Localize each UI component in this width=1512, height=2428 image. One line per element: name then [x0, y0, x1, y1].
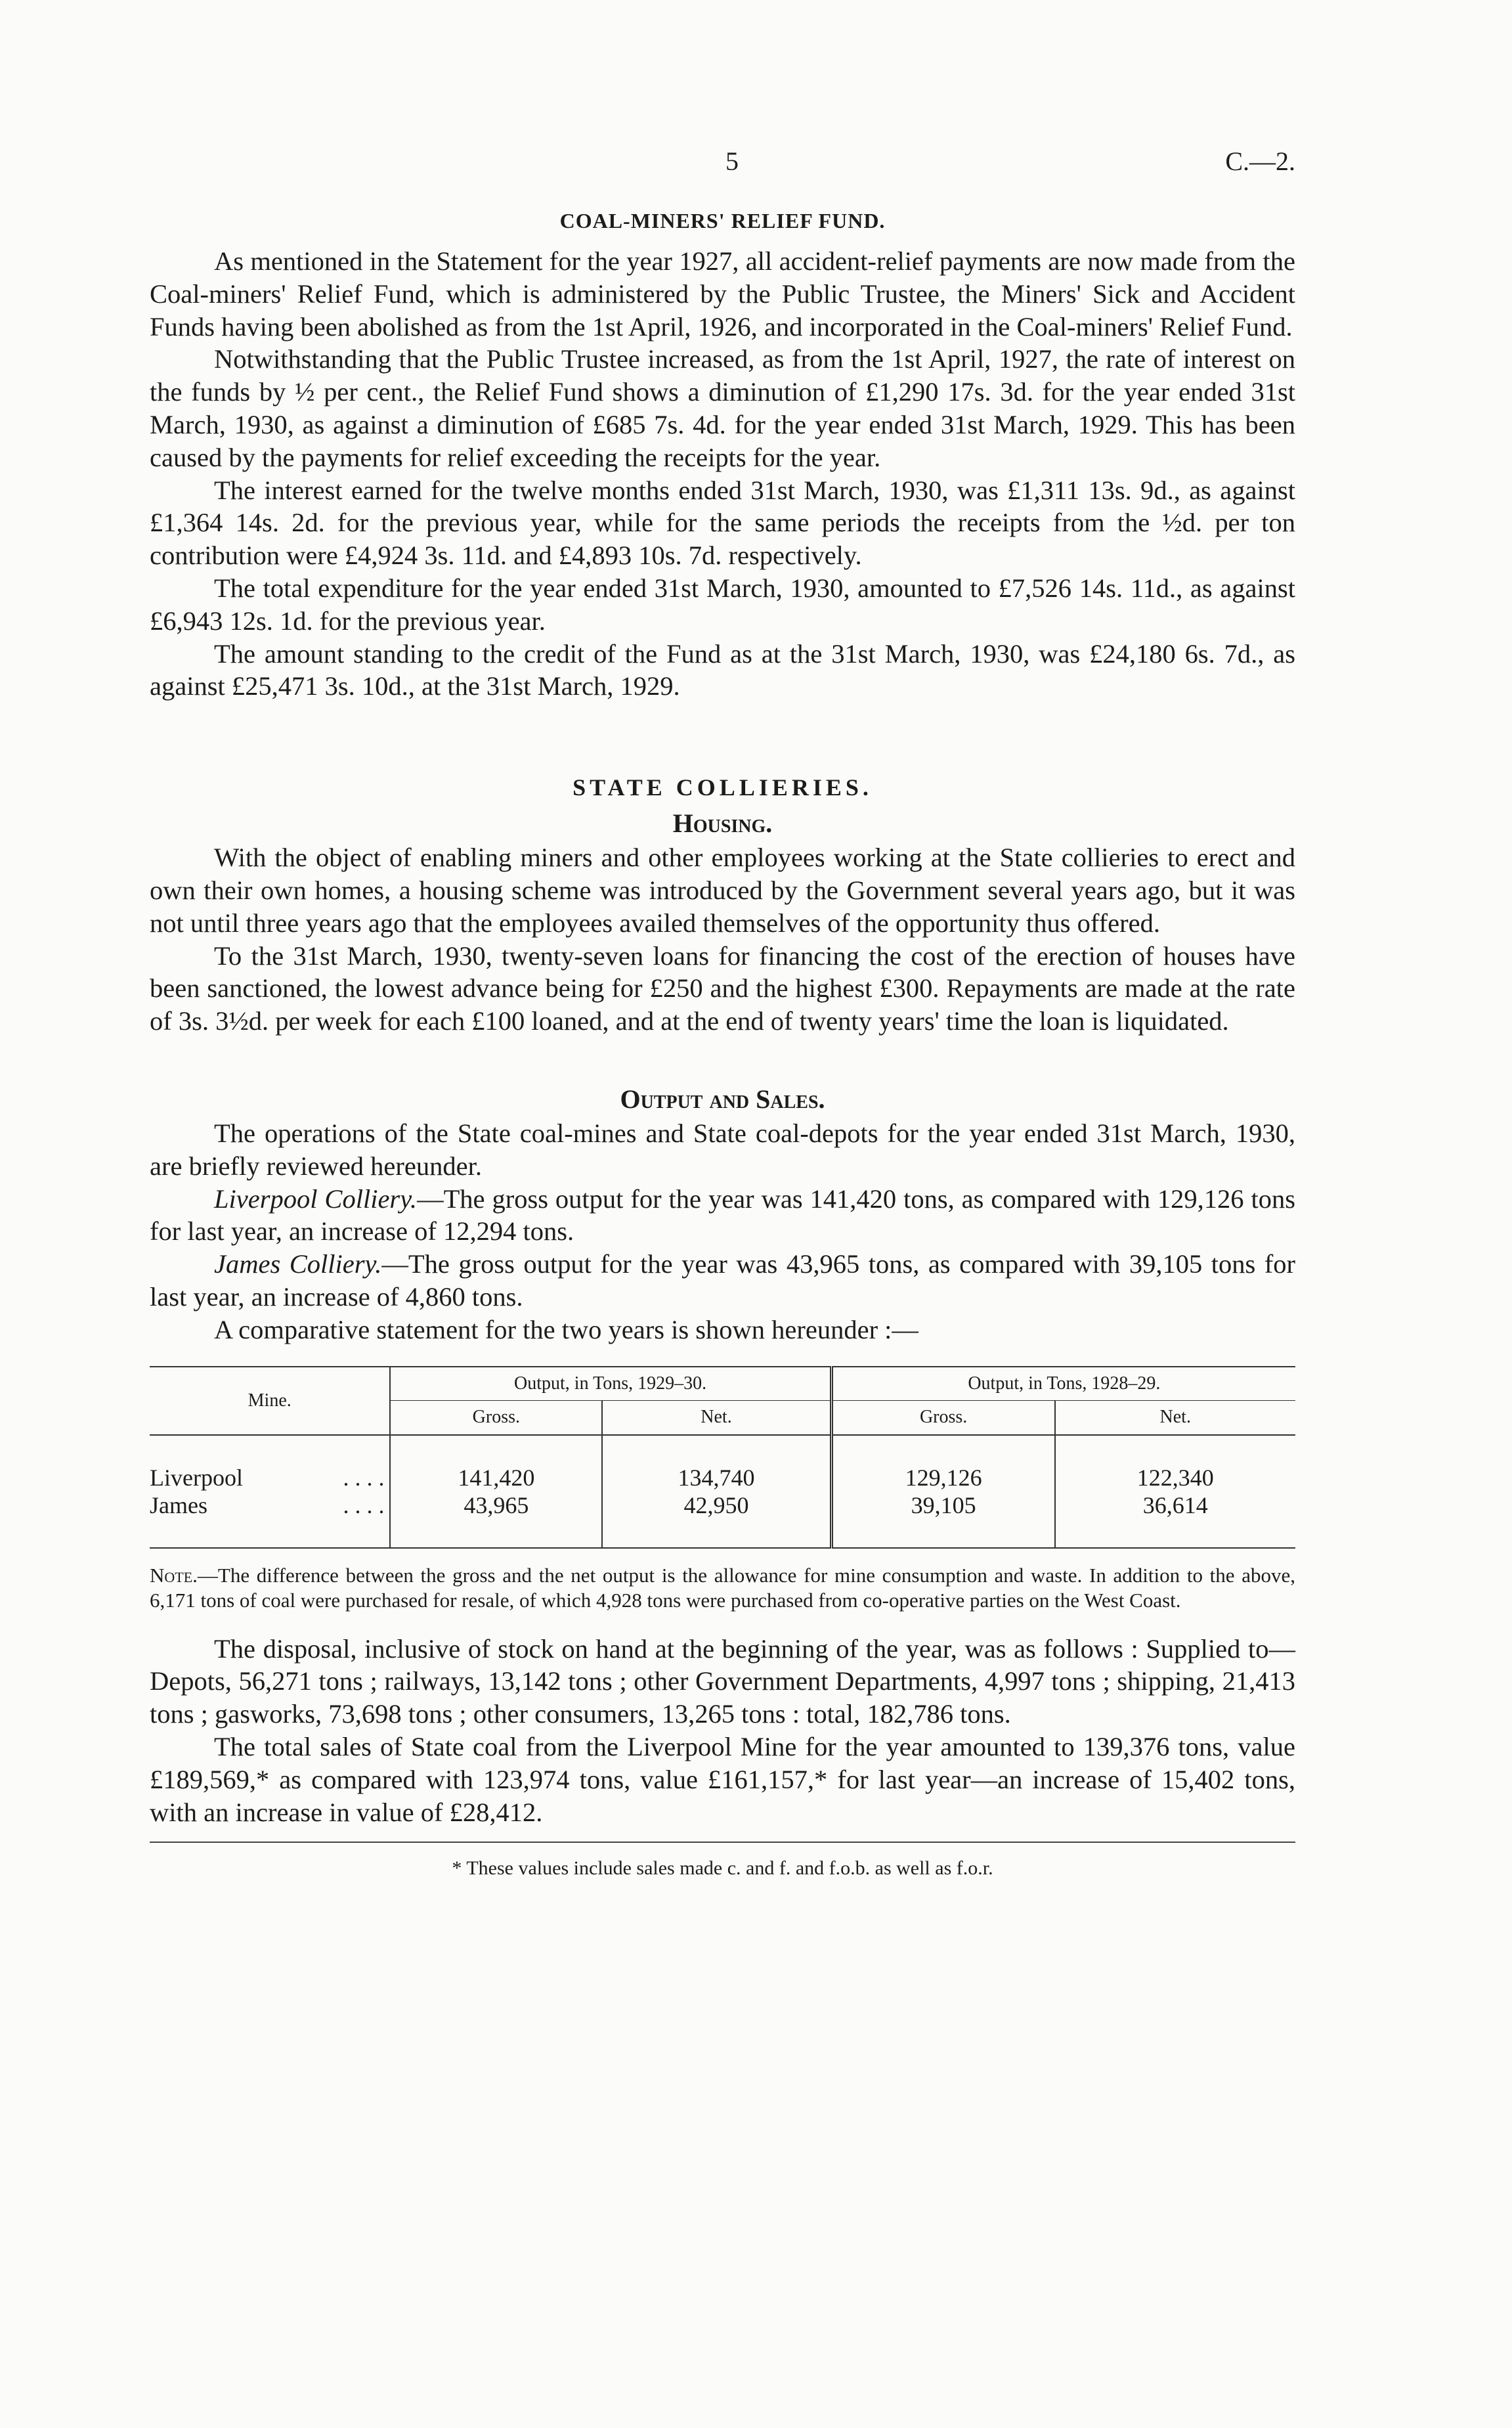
net-1928-value: 122,340 — [1136, 1464, 1214, 1491]
output-1929-header: Output, in Tons, 1929–30. — [390, 1367, 831, 1401]
note-label: Note. — [150, 1563, 198, 1587]
housing-paragraph-2: To the 31st March, 1930, twenty-seven loans for financing the cost of the erection of houses have been sanctioned, the lowest advance being for £250 and the highest £300. Repayments are made at the rate of 3s. 3½d. per week for each £100 loaned, and at the end of twenty years' time the loan is liquidated. — [150, 940, 1295, 1036]
relief-paragraph-1: As mentioned in the Statement for the year 1927, all accident-relief payments are now made from the Coal-miners' Relief Fund, which is administered by the Public Trustee, the Miners' Sick and Accident Funds having been abolished as from the 1st April, 1926, and incorporated in the Coal-miners' Relief Fund. — [150, 246, 1295, 342]
output-1928-header: Output, in Tons, 1928–29. — [831, 1367, 1295, 1401]
gross-1929-value: 141,420 — [390, 1464, 602, 1491]
output-table — [150, 1366, 1295, 1549]
net-1929-value: 134,740 — [602, 1464, 831, 1491]
output-paragraph-4: A comparative statement for the two years is shown hereunder :— — [214, 1314, 918, 1344]
output-paragraph-3 — [150, 1248, 1295, 1313]
mine-name: Liverpool — [150, 1464, 243, 1491]
leader-dots: . . . . — [343, 1464, 385, 1491]
net-1929-header: Net. — [602, 1401, 831, 1435]
net-1928-value: 36,614 — [1142, 1491, 1208, 1518]
page-number: 5 — [725, 146, 739, 176]
gross-1929-header: Gross. — [390, 1401, 602, 1435]
liverpool-colliery-text: —The gross output for the year was 141,420 tons, as compared with 129,126 tons for last year, an increase of 12,294 tons. — [150, 1183, 1295, 1247]
gross-1928-value: 129,126 — [831, 1464, 1054, 1491]
relief-fund-title: COAL-MINERS' RELIEF FUND. — [559, 209, 886, 232]
output-paragraph-2 — [150, 1183, 1295, 1248]
mine-column-header: Mine. — [150, 1367, 390, 1435]
output-paragraph-1: The operations of the State coal-mines and State coal-depots for the year ended 31st March, 1930, are briefly reviewed hereunder. — [150, 1118, 1295, 1181]
relief-paragraph-2: Notwithstanding that the Public Trustee increased, as from the 1st April, 1927, the rate of interest on the funds by ½ per cent., the Relief Fund shows a diminution of £1,290 17s. 3d. for the year ended 31st March, 1930, as against a diminution of £685 7s. 4d. for the year ended 31st March, 1929. This has been caused by the payments for relief exceeding the receipts for the year. — [150, 344, 1295, 472]
net-1928-header: Net. — [1055, 1401, 1295, 1435]
net-1929-value: 42,950 — [602, 1491, 831, 1519]
leader-dots: . . . . — [343, 1491, 385, 1518]
page-reference: C.—2. — [1225, 146, 1295, 176]
housing-paragraph-1: With the object of enabling miners and other employees working at the State collieries to erect and own their own homes, a housing scheme was introduced by the Government several years ago, but it was not until three years ago that the employees availed themselves of the opportunity thus offered. — [150, 843, 1295, 938]
state-collieries-title: STATE COLLIERIES. — [572, 774, 873, 801]
james-colliery-label: James Colliery. — [214, 1249, 382, 1279]
relief-paragraph-5: The amount standing to the credit of the Fund as at the 31st March, 1930, was £24,180 6s. 7d., as against £25,471 3s. 10d., at the 31st March, 1929. — [150, 638, 1295, 701]
page-body — [150, 131, 1295, 1880]
gross-1929-value: 43,965 — [390, 1491, 602, 1519]
relief-paragraph-3: The interest earned for the twelve months ended 31st March, 1930, was £1,311 13s. 9d., as against £1,364 14s. 2d. for the previous year, while for the same periods the receipts from the ½d. per ton contribution were £4,924 3s. 11d. and £4,893 10s. 7d. respectively. — [150, 475, 1295, 571]
table-row — [150, 1464, 1295, 1491]
note-text: —The difference between the gross and the net output is the allowance for mine consumption and waste. In addition to the above, 6,171 tons of coal were purchased for resale, of which 4,928 tons were purchased from co-operative parties on the West Coast. — [150, 1563, 1295, 1612]
james-colliery-text: —The gross output for the year was 43,965 tons, as compared with 39,105 tons for last year, an increase of 4,860 tons. — [150, 1249, 1295, 1312]
relief-paragraph-4: The total expenditure for the year ended 31st March, 1930, amounted to £7,526 14s. 11d., as against £6,943 12s. 1d. for the previous year. — [150, 573, 1295, 636]
output-sales-title: Output and Sales. — [620, 1084, 825, 1114]
disposal-paragraph-2: The total sales of State coal from the Liverpool Mine for the year amounted to 139,376 tons, value £189,569,* as compared with 123,974 tons, value £161,157,* for last year—an increase of 15,402 tons, with an increase in value of £28,412. — [150, 1731, 1295, 1827]
liverpool-colliery-label: Liverpool Colliery. — [214, 1183, 418, 1214]
table-note — [150, 1563, 1295, 1613]
gross-1928-header: Gross. — [831, 1401, 1054, 1435]
disposal-paragraph-1: The disposal, inclusive of stock on hand at the beginning of the year, was as follows : Supplied to—Depots, 56,271 tons ; railways, 13,142 tons ; other Government Departments, 4,997 tons ; shipping, 21,413 tons ; gasworks, 73,698 tons ; other consumers, 13,265 tons : total, 182,786 tons. — [150, 1633, 1295, 1729]
mine-name: James — [150, 1491, 207, 1518]
footnote: * These values include sales made c. and f. and f.o.b. as well as f.o.r. — [452, 1857, 993, 1880]
gross-1928-value: 39,105 — [831, 1491, 1054, 1519]
table-row — [150, 1491, 1295, 1519]
housing-title: Housing. — [672, 808, 773, 839]
